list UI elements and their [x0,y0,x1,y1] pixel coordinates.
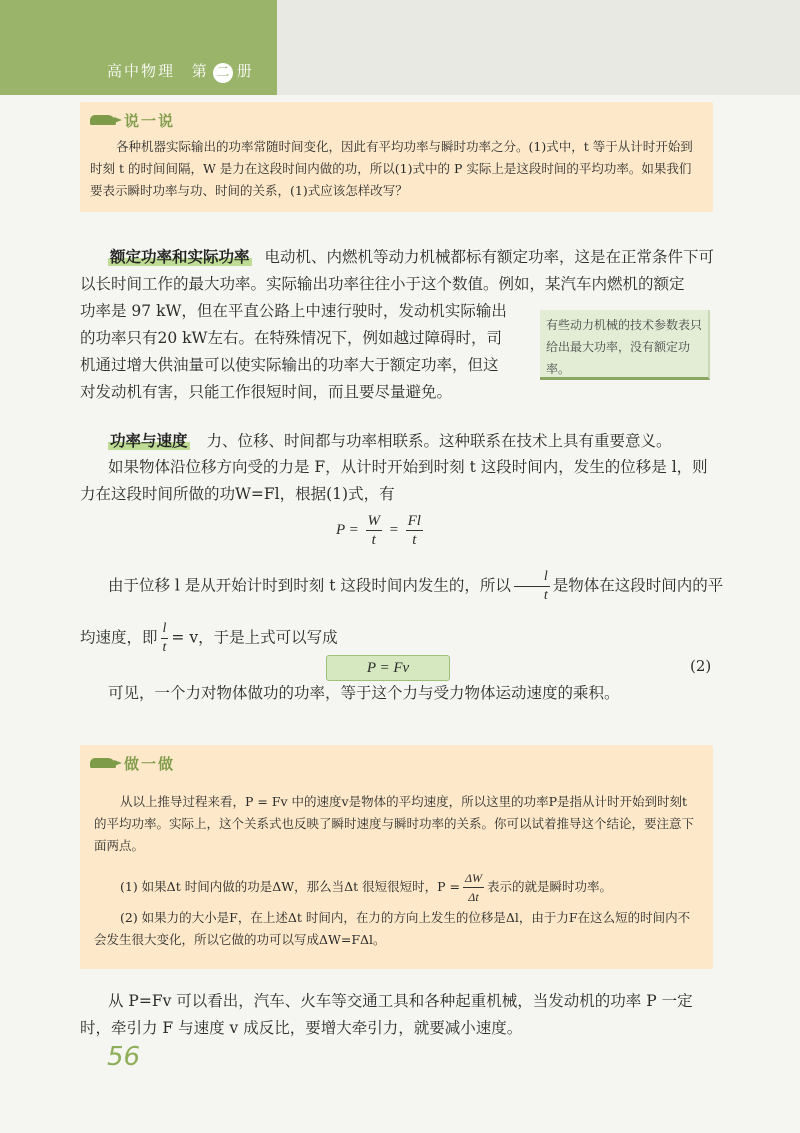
do-box-title: 做一做 [124,754,176,773]
instant-power-numerator: ΔW [463,869,484,888]
formula-p-fv: P = Fv [326,655,450,681]
volume-suffix: 册 [236,62,254,80]
do-box [80,745,713,969]
say-box-title: 说一说 [124,111,176,130]
volume-number-badge: 二 [213,63,233,83]
do-box-item-1 [120,869,710,906]
eq1-fraction-1 [366,512,383,549]
eq1-f1-denominator: t [371,532,376,548]
power-speed-paragraph-4 [80,620,720,657]
instant-power-denominator: Δt [468,890,479,904]
power-speed-text-3b: 是物体在这段时间内的平 [552,576,724,595]
car-icon [90,115,116,125]
eq1-fraction-2 [406,512,423,549]
power-speed-paragraph [80,428,715,455]
rated-power-text-2: 功率是 97 kW，但在平直公路上中速行驶时，发动机实际输出的功率只有20 kW左右。在特殊情况下，例如越过障碍时，司机通过增大供油量可以使实际输出的功率大于额定功率，但这对发动机有害，只能工作很短时间，而且要尽量避免。 [80,302,507,401]
power-speed-paragraph-5 [80,680,720,707]
power-speed-text-4a: 均速度，即 [80,628,158,647]
avg-velocity-denominator: t [543,588,548,603]
eq1-equals: = [388,522,399,538]
velocity-numerator: l [161,620,169,639]
velocity-fraction [161,620,169,657]
power-speed-paragraph-3 [80,568,724,605]
do-box-item-1a: (1) 如果Δt 时间内做的功是ΔW，那么当Δt 很短很短时，P = [120,879,460,894]
page-header [0,0,800,95]
rated-power-paragraph [80,244,715,298]
power-speed-text-4b: = v，于是上式可以写成 [171,628,338,647]
eq1-f2-numerator: Fl [407,513,421,529]
equation-number: (2) [690,657,712,675]
do-box-item-2: (2) 如果力的大小是F，在上述Δt 时间内，在力的方向上发生的位移是Δl，由于力F在这么短的时间内不会发生很大变化，所以它做的功可以写成ΔW=FΔl。 [94,910,691,947]
eq1-f1-numerator: W [367,513,381,529]
power-speed-text-2: 如果物体沿位移方向受的力是 F，从计时开始到时刻 t 这段时间内，发生的位移是 l，则力在这段时间所做的功W=Fl，根据(1)式，有 [80,458,708,503]
avg-velocity-numerator: l [514,568,550,587]
rated-power-text-1: 电动机、内燃机等动力机械都标有额定功率，这是在正常条件下可以长时间工作的最大功率。实际输出功率往往小于这个数值。例如，某汽车内燃机的额定 [80,248,714,293]
power-speed-text-3a: 由于位移 l 是从开始计时到时刻 t 这段时间内发生的，所以 [108,576,511,595]
avg-velocity-fraction [514,568,550,605]
do-box-heading [90,753,175,773]
eq1-lhs: P = [336,522,359,538]
rated-power-paragraph-2 [80,298,510,406]
say-box-text: 各种机器实际输出的功率常随时间变化，因此有平均功率与瞬时功率之分。(1)式中，t 等于从计时开始到时刻 t 的时间间隔，W 是力在这段时间内做的功，所以(1)式中的 P 实际上是这段时间的平均功率。如果我们要表示瞬时功率与功、时间的关系，(1)式应该怎样改写？ [90,139,693,198]
closing-paragraph [80,988,720,1042]
page-number: 56 [107,1042,141,1072]
power-speed-paragraph-2 [80,454,715,508]
side-note-text: 有些动力机械的技术参数表只给出最大功率，没有额定功率。 [546,318,703,376]
say-box [80,102,713,212]
book-title: 高中物理 [107,62,176,80]
closing-text: 从 P=Fv 可以看出，汽车、火车等交通工具和各种起重机械，当发动机的功率 P 一定时，牵引力 F 与速度 v 成反比，要增大牵引力，就要减小速度。 [80,992,693,1037]
say-box-heading [90,110,175,130]
power-speed-text-5: 可见，一个力对物体做功的功率，等于这个力与受力物体运动速度的乘积。 [108,684,620,702]
power-speed-heading: 功率与速度 [110,432,188,450]
rated-power-heading: 额定功率和实际功率 [110,248,250,266]
header-title [107,60,254,83]
instant-power-fraction [463,869,484,906]
equation-1 [336,512,426,549]
power-speed-text-1: 力、位移、时间都与功率相联系。这种联系在技术上具有重要意义。 [206,432,672,450]
do-box-text-1: 从以上推导过程来看，P = Fv 中的速度v是物体的平均速度，所以这里的功率P是指从计时开始到时刻t的平均功率。实际上，这个关系式也反映了瞬时速度与瞬时功率的关系。你可以试着推导这个结论，要注意下面两点。 [94,794,695,853]
do-box-item-1b: 表示的就是瞬时功率。 [487,879,613,894]
car-icon [90,758,116,768]
eq1-f2-denominator: t [412,532,417,548]
side-note [540,310,710,380]
velocity-denominator: t [162,640,167,655]
volume-prefix: 第 [191,62,209,80]
